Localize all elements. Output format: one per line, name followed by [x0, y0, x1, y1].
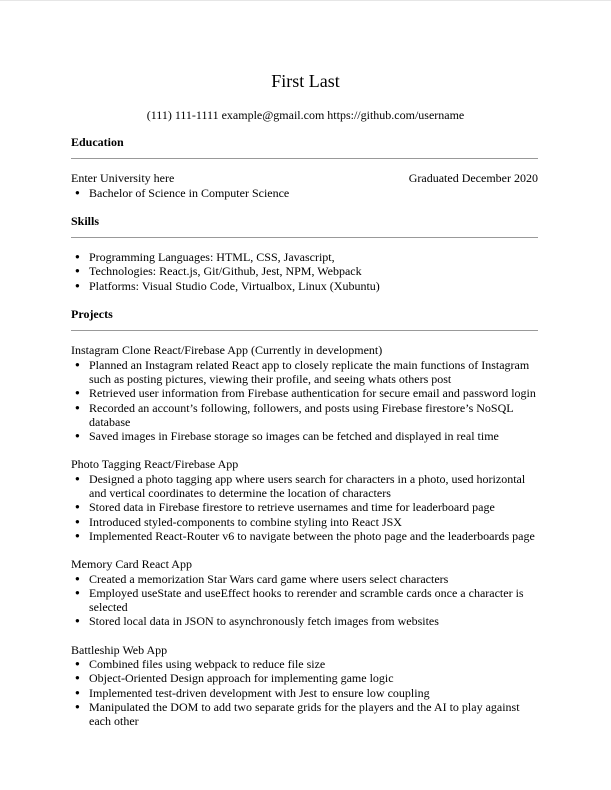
project-title: Instagram Clone React/Firebase App (Currently in development) — [71, 343, 383, 358]
section-title-education: Education — [71, 135, 124, 149]
project-bullets — [71, 572, 538, 629]
list-item: ● Platforms: Visual Studio Code, Virtualbox, Linux (Xubuntu) — [89, 279, 538, 293]
project-title: Photo Tagging React/Firebase App — [71, 457, 239, 472]
candidate-name: First Last — [271, 71, 340, 91]
project-title: Memory Card React App — [71, 557, 192, 572]
list-item: ● Object-Oriented Design approach for implementing game logic — [89, 671, 538, 685]
section-divider — [71, 158, 538, 159]
skills-list — [71, 250, 538, 293]
section-divider — [71, 330, 538, 331]
graduation-date: Graduated December 2020 — [408, 171, 538, 186]
section-divider — [71, 237, 538, 238]
list-item: ● Planned an Instagram related React app to closely replicate the main functions of Instagram such as posting pictures, viewing their profile, and seeing whats others post — [89, 358, 538, 387]
list-item: ● Designed a photo tagging app where users search for characters in a photo, used horizontal and vertical coordinates to determine the location of characters — [89, 472, 538, 501]
list-item: ● Stored local data in JSON to asynchronously fetch images from websites — [89, 614, 538, 628]
contact-line: (111) 111-1111 example@gmail.com https://github.com/username — [146, 108, 465, 122]
resume-content — [71, 135, 538, 729]
project-bullets — [71, 472, 538, 543]
education-list — [71, 186, 538, 200]
list-item: ● Programming Languages: HTML, CSS, Javascript, — [89, 250, 538, 264]
list-item: ● Manipulated the DOM to add two separate grids for the players and the AI to play against each other — [89, 700, 538, 729]
education-row — [71, 171, 538, 185]
list-item: ● Recorded an account’s following, followers, and posts using Firebase firestore’s NoSQL database — [89, 401, 538, 430]
list-item: ● Retrieved user information from Firebase authentication for secure email and password login — [89, 386, 538, 400]
section-title-skills: Skills — [71, 213, 100, 228]
list-item: ● Saved images in Firebase storage so images can be fetched and displayed in real time — [89, 429, 538, 443]
project-bullets — [71, 657, 538, 728]
list-item: ● Employed useState and useEffect hooks to rerender and scramble cards once a character is selected — [89, 586, 538, 615]
school-name: Enter University here — [71, 171, 175, 186]
list-item: ● Created a memorization Star Wars card game where users select characters — [89, 572, 538, 586]
list-item: ● Technologies: React.js, Git/Github, Jest, NPM, Webpack — [89, 264, 538, 278]
list-item: ● Introduced styled-components to combine styling into React JSX — [89, 515, 538, 529]
project-bullets — [71, 358, 538, 444]
list-item: ● Stored data in Firebase firestore to retrieve usernames and time for leaderboard page — [89, 500, 538, 514]
list-item: ● Implemented test-driven development with Jest to ensure low coupling — [89, 686, 538, 700]
list-item: ● Bachelor of Science in Computer Science — [89, 186, 538, 200]
project-title: Battleship Web App — [71, 642, 168, 657]
list-item: ● Implemented React-Router v6 to navigate between the photo page and the leaderboards page — [89, 529, 538, 543]
list-item: ● Combined files using webpack to reduce file size — [89, 657, 538, 671]
section-title-projects: Projects — [71, 307, 113, 322]
